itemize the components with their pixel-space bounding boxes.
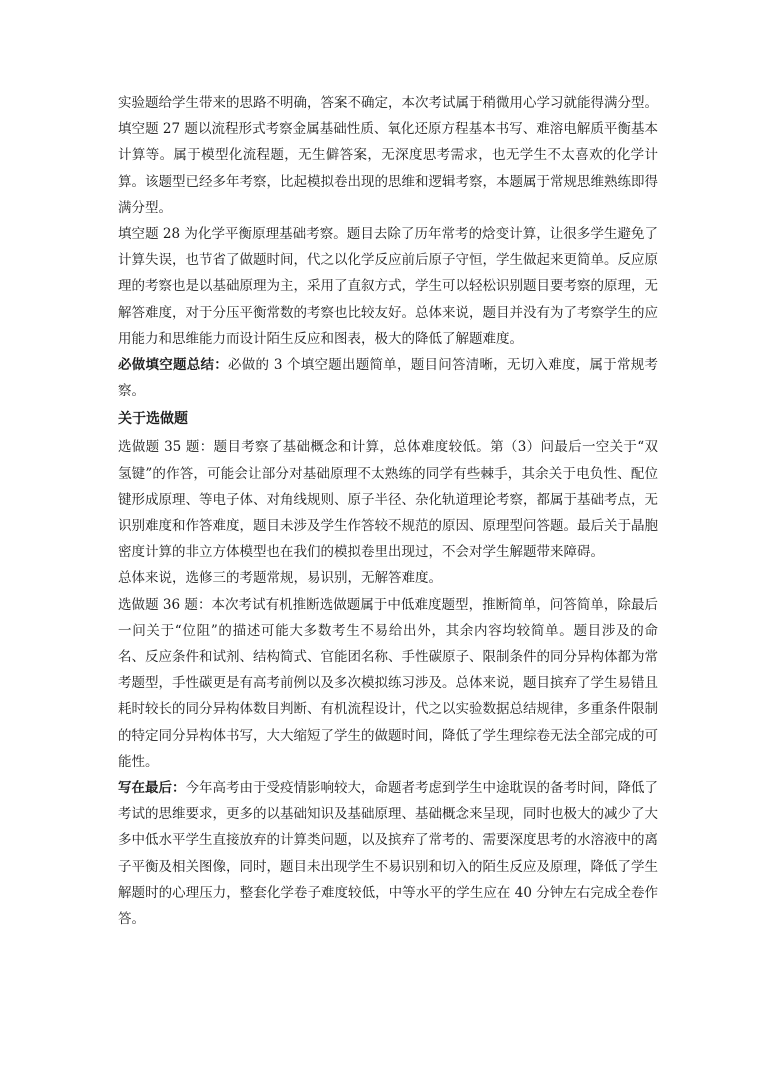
paragraph-experiment-summary: 实验题给学生带来的思路不明确，答案不确定，本次考试属于稍微用心学习就能得满分型。 (118, 95, 658, 111)
document-page (118, 90, 658, 932)
paragraph-question-36: 选做题 36 题：本次考试有机推断选做题属于中低难度题型，推断简单，问答简单，除最后一问关于“位阻”的描述可能大多数考生不易给出外，其余内容均较简单。题目涉及的命名、反应条件和试剂、结构简式、官能团名称、手性碳原子、限制条件的同分异构体都为常考题型，手性碳更是有高考前例以及多次模拟练习涉及。总体来说，题目摈弃了学生易错且耗时较长的同分异构体数目判断、有机流程设计，代之以实验数据总结规律，多重条件限制的特定同分异构体书写，大大缩短了学生的做题时间，降低了学生理综卷无法全部完成的可能性。 (118, 596, 658, 770)
paragraph-elective-3-summary: 总体来说，选修三的考题常规，易识别，无解答难度。 (118, 570, 442, 587)
required-summary-text: 必做的 3 个填空题出题简单，题目问答清晰，无切入难度，属于常规考察。 (118, 357, 659, 400)
paragraph-required-summary (118, 352, 658, 404)
paragraph-question-27: 填空题 27 题以流程形式考察金属基础性质、氧化还原方程基本书写、难溶电解质平衡基本计算等。属于模型化流程题，无生僻答案，无深度思考需求，也无学生不太喜欢的化学计算。该题型已经多年考察，比起模拟卷出现的思维和逻辑考察，本题属于常规思维熟练即得满分型。 (118, 121, 658, 216)
required-summary-label: 必做填空题总结： (118, 357, 229, 374)
final-remarks-label: 写在最后： (118, 780, 186, 797)
paragraph-question-35: 选做题 35 题：题目考察了基础概念和计算，总体难度较低。第（3）问最后一空关于“双氢键”的作答，可能会让部分对基础原理不太熟练的同学有些棘手，其余关于电负性、配位键形成原理、等电子体、对角线规则、原子半径、杂化轨道理论考察，都属于基础考点，无识别难度和作答难度，题目未涉及学生作答较不规范的原因、原理型问答题。最后关于晶胞密度计算的非立方体模型也在我们的模拟卷里出现过，不会对学生解题带来障碍。 (118, 439, 658, 561)
section-heading-elective: 关于选做题 (118, 411, 188, 428)
paragraph-question-28: 填空题 28 为化学平衡原理基础考察。题目去除了历年常考的焓变计算，让很多学生避免了计算失误，也节省了做题时间，代之以化学反应前后原子守恒，学生做起来更简单。反应原理的考察也是以基础原理为主，采用了直叙方式，学生可以轻松识别题目要考察的原理，无解答难度，对于分压平衡常数的考察也比较友好。总体来说，题目并没有为了考察学生的应用能力和思维能力而设计陌生反应和图表，极大的降低了解题难度。 (118, 226, 658, 347)
paragraph-final-remarks (118, 775, 658, 932)
final-remarks-text: 今年高考由于受疫情影响较大，命题者考虑到学生中途耽误的备考时间，降低了考试的思维要求，更多的以基础知识及基础原理、基础概念来呈现，同时也极大的减少了大多中低水平学生直接放弃的计算类问题，以及摈弃了常考的、需要深度思考的水溶液中的离子平衡及相关图像，同时，题目未出现学生不易识别和切入的陌生反应及原理，降低了学生解题时的心理压力，整套化学卷子难度较低，中等水平的学生应在 40 分钟左右完成全卷作答。 (118, 780, 658, 928)
